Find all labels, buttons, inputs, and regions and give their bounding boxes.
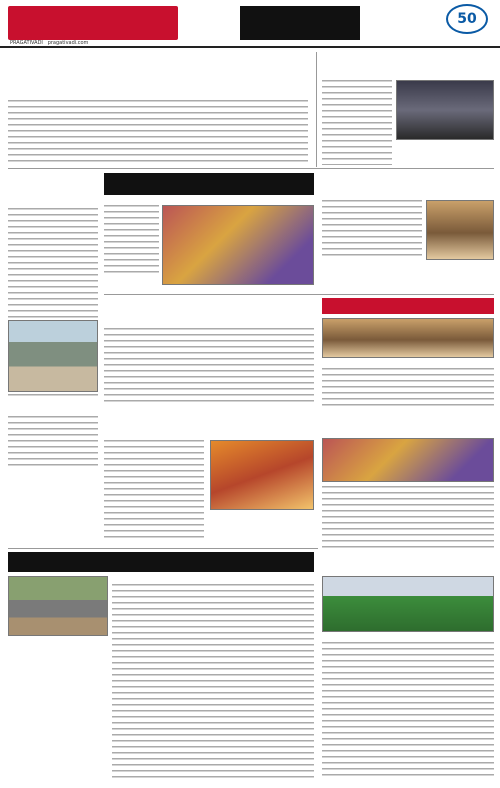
football-headline [322,556,494,572]
tournament-headline [322,412,494,428]
temple-body [104,205,159,275]
agri-headline [322,298,494,314]
right-top-body [322,80,392,165]
training-headline [322,173,494,191]
small-left-headline [8,400,98,412]
flood-photo [8,320,98,392]
section-divider [104,294,494,295]
right-top-headline [322,54,494,70]
yamuna-headline [104,412,314,430]
ritual-photo [210,440,314,510]
agri-body [322,368,494,406]
newspaper-logo [8,6,178,40]
road-photo [8,576,108,636]
loss-headline [104,298,314,316]
tournament-photo [322,438,494,482]
ceremony-photo [396,80,494,140]
yamuna-body [104,440,204,540]
section-divider [8,168,494,169]
meeting-photo [322,318,494,358]
site-url: PRAGATIVADI pragativadi.com [10,40,89,46]
festival-photo [162,205,314,285]
football-photo [322,576,494,632]
left-headline [8,173,98,199]
sand-body [112,584,314,780]
tournament-body [322,486,494,552]
sand-headline [8,552,314,572]
small-left-body [8,416,98,466]
loss-body [104,328,314,406]
lead-headline [8,64,308,90]
edition-name [240,6,360,40]
training-photo [426,200,494,260]
anniversary-badge-icon: 50 [446,4,488,34]
football-body [322,642,494,780]
masthead [0,0,500,48]
section-divider [8,548,318,549]
lead-body [8,100,308,162]
column-divider [316,52,317,167]
temple-headline [104,173,314,195]
training-body [322,200,422,260]
